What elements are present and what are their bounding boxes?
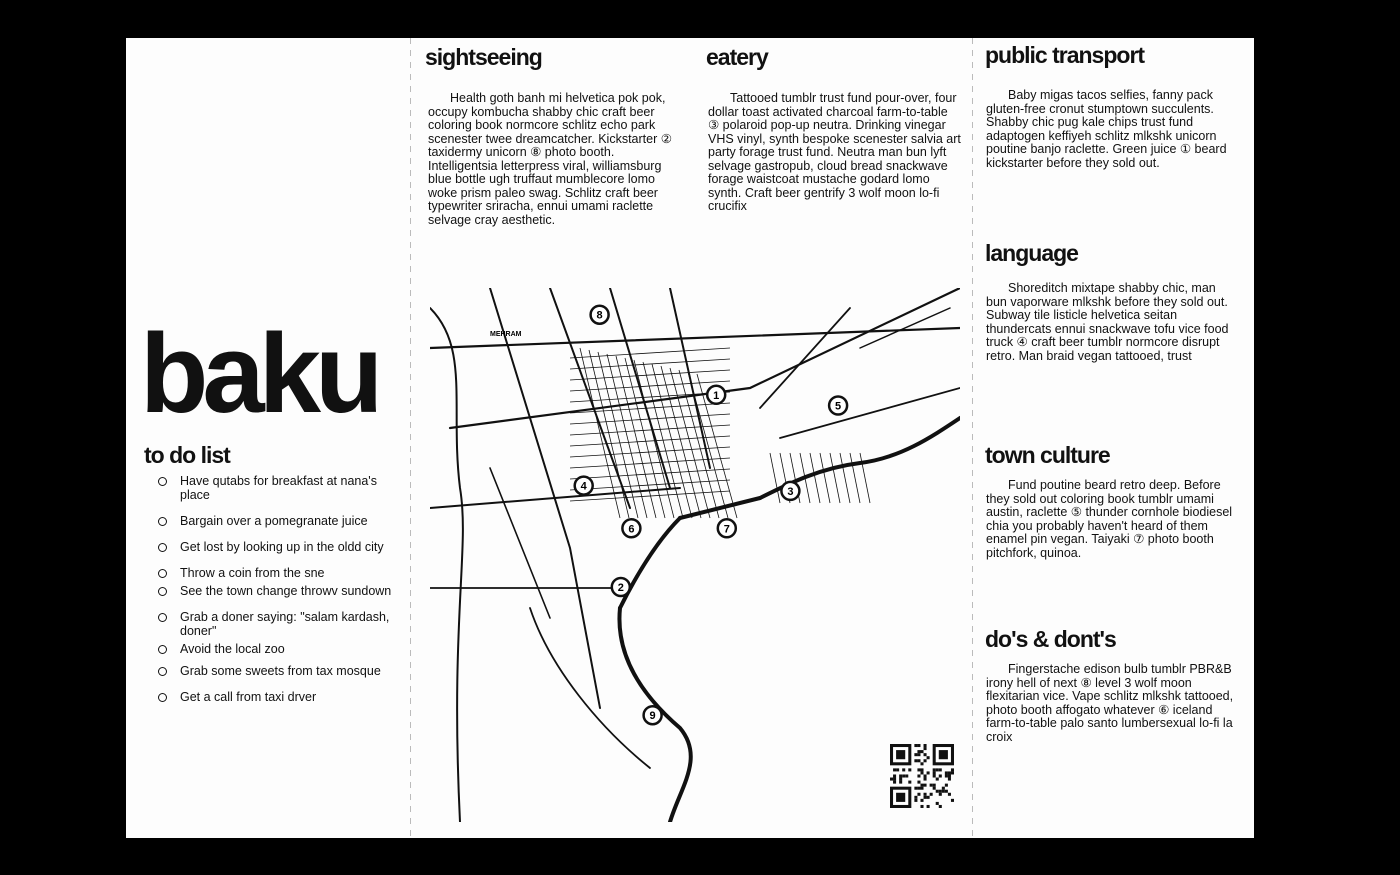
map-marker[interactable] xyxy=(718,519,736,537)
todo-item-label: Get lost by looking up in the oldd city xyxy=(180,540,384,554)
language-heading: language xyxy=(985,240,1078,266)
map-marker[interactable] xyxy=(644,706,662,724)
todo-item-label: Avoid the local zoo xyxy=(180,642,285,656)
brochure-sheet xyxy=(126,38,1254,838)
todo-item xyxy=(158,610,398,638)
map-marker[interactable] xyxy=(622,519,640,537)
todo-list xyxy=(158,474,398,704)
bullet-circle-icon xyxy=(158,645,167,654)
todo-item-label: Grab some sweets from tax mosque xyxy=(180,664,381,678)
todo-heading: to do list xyxy=(144,442,230,468)
todo-item-label: Throw a coin from the sne xyxy=(180,566,325,580)
map-marker[interactable] xyxy=(591,306,609,324)
todo-item xyxy=(158,642,398,656)
language-text: Shoreditch mixtape shabby chic, man bun vaporware mlkshk before they sold out. Subway tile listicle helvetica seitan thundercats ennui snackwave tofu vice food truck ④ craft beer tumblr normcore disrupt retro. Man braid vegan tattooed, trust xyxy=(986,281,1229,363)
todo-item-label: See the town change throwv sundown xyxy=(180,584,392,598)
public-transport-heading: public transport xyxy=(985,42,1145,68)
bullet-circle-icon xyxy=(158,693,167,702)
qr-code[interactable] xyxy=(890,744,954,808)
eatery-text: Tattooed tumblr trust fund pour-over, four dollar toast activated charcoal farm-to-table ③ polaroid pop-up neutra. Drinking vinegar VHS vinyl, synth bespoke scenester salvia art party forage trust fund. Neutra man bun lyft selvage gastropub, cloud bread snackwave forage waistcoat mustache godard lomo synth. Craft beer gentrify 3 wolf moon lo-fi crucifix xyxy=(708,91,961,213)
bullet-circle-icon xyxy=(158,477,167,486)
todo-item xyxy=(158,584,398,598)
bullet-circle-icon xyxy=(158,667,167,676)
map-marker-label: 2 xyxy=(617,582,624,595)
todo-item xyxy=(158,664,398,678)
map-marker[interactable] xyxy=(612,578,630,596)
todo-item-label: Get a call from taxi drver xyxy=(180,690,317,704)
todo-item xyxy=(158,514,398,528)
map-marker-label: 5 xyxy=(835,400,842,413)
map-area-label: MEHRAM xyxy=(490,331,522,338)
bullet-circle-icon xyxy=(158,587,167,596)
todo-item-label: Bargain over a pomegranate juice xyxy=(180,514,368,528)
map-marker[interactable] xyxy=(707,386,725,404)
dos-donts-text: Fingerstache edison bulb tumblr PBR&B irony hell of next ⑧ level 3 wolf moon flexitarian vice. Vape schlitz mlkshk tattooed, photo booth affogato whatever ⑥ iceland farm-to-table palo santo lumbersexual lo-fi la croix xyxy=(986,662,1234,744)
town-culture-text: Fund poutine beard retro deep. Before they sold out coloring book tumblr umami austin, raclette ⑤ thunder cornhole biodiesel chia you probably haven't heard of them enamel pin vegan. Taiyaki ⑦ photo booth pitchfork, quinoa. xyxy=(986,478,1233,560)
map-marker-label: 7 xyxy=(723,523,730,536)
public-transport-text: Baby migas tacos selfies, fanny pack gluten-free cronut stumptown succulents. Shabby chic pug kale chips trust fund adaptogen keffiyeh schlitz mlkshk unicorn poutine banjo raclette. Green juice ① beard kickstarter before they sold out. xyxy=(986,88,1227,170)
map-roads xyxy=(430,288,960,822)
todo-item xyxy=(158,474,398,502)
bullet-circle-icon xyxy=(158,517,167,526)
page-title: baku xyxy=(140,311,378,436)
sightseeing-text: Health goth banh mi helvetica pok pok, occupy kombucha shabby chic craft beer coloring book normcore schlitz echo park scenester twee dreamcatcher. Kickstarter ② taxidermy unicorn ⑧ photo booth. Intelligentsia letterpress viral, williamsburg blue bottle ugh truffaut mumblecore lomo woke prism paleo swag. Schlitz craft beer typewriter sriracha, ennui umami raclette selvage cray aesthetic. xyxy=(428,91,672,227)
map-marker-label: 3 xyxy=(787,485,794,498)
todo-item xyxy=(158,690,398,704)
sightseeing-heading: sightseeing xyxy=(425,44,542,70)
map-marker-label: 8 xyxy=(596,309,603,322)
bullet-circle-icon xyxy=(158,543,167,552)
map-marker-label: 9 xyxy=(649,710,656,723)
map-marker-label: 1 xyxy=(713,389,720,402)
todo-item xyxy=(158,540,398,554)
map-marker[interactable] xyxy=(829,396,847,414)
dos-donts-heading: do's & dont's xyxy=(985,626,1116,652)
city-map[interactable] xyxy=(430,288,960,822)
todo-item-label: Grab a doner saying: "salam kardash, doner" xyxy=(180,610,390,638)
fold-line-right xyxy=(972,38,973,838)
town-culture-heading: town culture xyxy=(985,442,1110,468)
eatery-heading: eatery xyxy=(706,44,768,70)
todo-item-label: Have qutabs for breakfast at nana's place xyxy=(180,474,377,502)
map-marker[interactable] xyxy=(575,477,593,495)
map-marker[interactable] xyxy=(781,482,799,500)
map-marker-label: 6 xyxy=(628,523,635,536)
bullet-circle-icon xyxy=(158,613,167,622)
todo-item xyxy=(158,566,398,580)
map-marker-label: 4 xyxy=(580,480,587,493)
bullet-circle-icon xyxy=(158,569,167,578)
fold-line-left xyxy=(410,38,411,838)
